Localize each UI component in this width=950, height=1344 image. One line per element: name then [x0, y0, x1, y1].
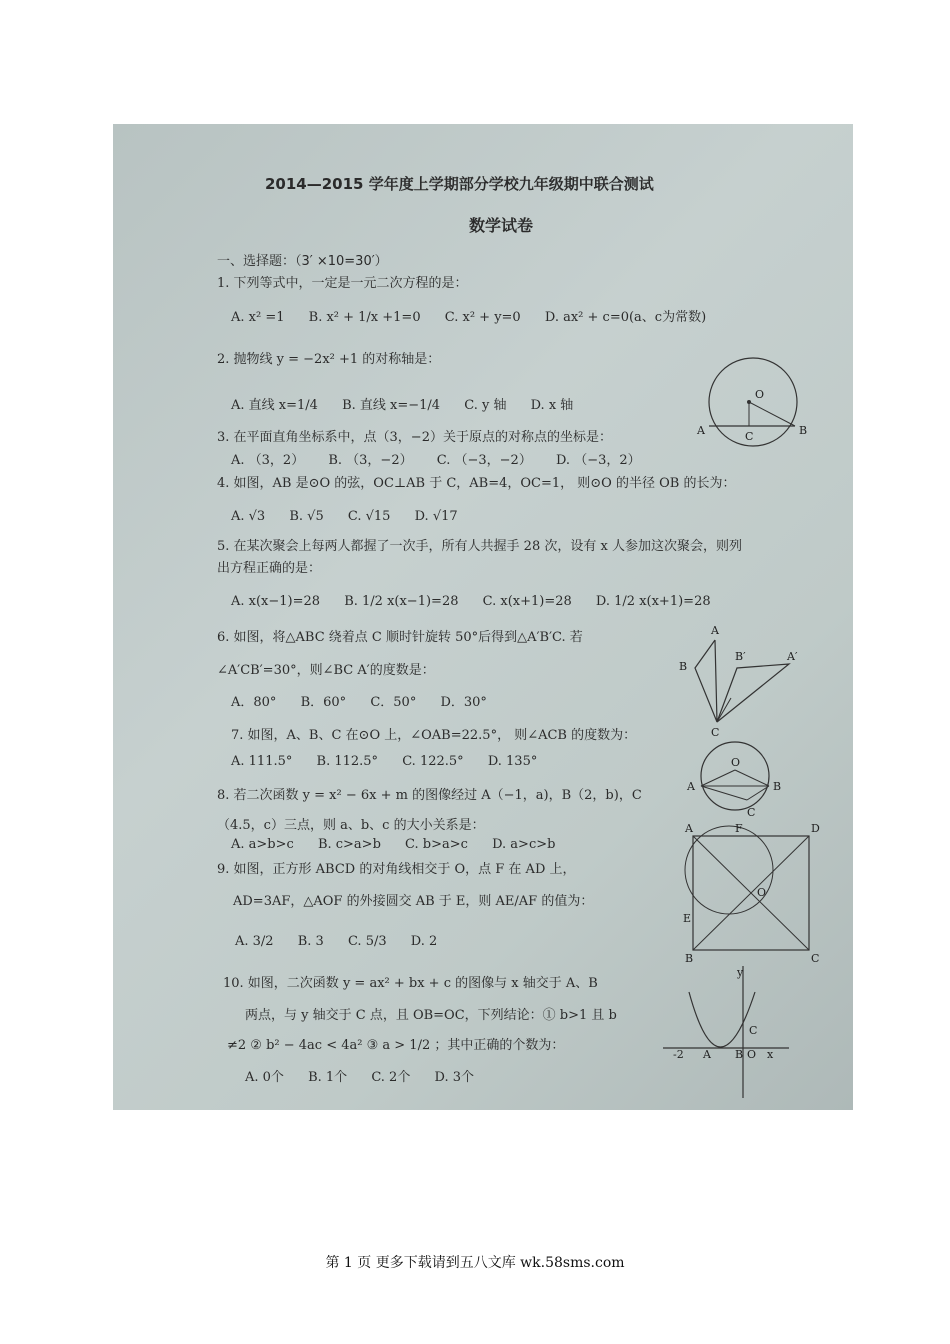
- q7-option-d: D. 135°: [487, 754, 538, 769]
- q6-stem: 6. 如图，将△ABC 绕着点 C 顺时针旋转 50°后得到△A′B′C. 若: [217, 630, 583, 645]
- q9-label-b: B: [685, 952, 694, 965]
- q5-option-d: D. 1/2 x(x+1)=28: [595, 594, 711, 609]
- q1-option-a: A. x² =1: [231, 310, 285, 325]
- q8-option-a: A. a>b>c: [231, 837, 294, 852]
- section-label: 一、选择题：（3′ ×10=30′）: [217, 254, 388, 269]
- q3-stem: 3. 在平面直角坐标系中，点（3，−2）关于原点的对称点的坐标是：: [217, 430, 612, 445]
- q10-option-c: C. 2个: [371, 1070, 411, 1085]
- q8-option-b: B. c>a>b: [317, 837, 381, 852]
- q10-option-d: D. 3个: [434, 1070, 474, 1085]
- exam-subtitle: 数学试卷: [469, 216, 534, 235]
- q2-option-b: B. 直线 x=−1/4: [342, 398, 441, 413]
- q3-options: [231, 453, 661, 469]
- q8-stem: 8. 若二次函数 y = x² − 6x + m 的图像经过 A（−1，a)，B（2，b)，C: [217, 788, 642, 803]
- q9-figure: [681, 824, 823, 966]
- q9-option-c: C. 5/3: [347, 934, 387, 949]
- q10-label-minus-two: -2: [673, 1048, 684, 1061]
- q4-label-b: B: [799, 424, 808, 437]
- q6-label-b: B: [679, 660, 688, 673]
- q2-option-a: A. 直线 x=1/4: [231, 398, 318, 413]
- q3-option-c: C. （−3，−2）: [436, 453, 532, 468]
- q9-stem-cont: AD=3AF，△AOF 的外接圆交 AB 于 E，则 AE/AF 的值为：: [233, 894, 594, 909]
- q6-option-c: C．50°: [370, 695, 417, 710]
- q2-stem: 2. 抛物线 y = −2x² +1 的对称轴是：: [217, 352, 441, 367]
- q4-label-a: A: [697, 424, 705, 437]
- q10-option-a: A. 0个: [245, 1070, 284, 1085]
- q10-label-b: B: [735, 1048, 744, 1061]
- q9-label-f: F: [735, 822, 743, 835]
- exam-paper-photo: [113, 124, 853, 1110]
- q7-option-a: A. 111.5°: [231, 754, 293, 769]
- q10-figure: [659, 962, 795, 1102]
- q8-option-d: D. a>c>b: [492, 837, 556, 852]
- q4-stem: 4. 如图，AB 是⊙O 的弦，OC⊥AB 于 C，AB=4，OC=1， 则⊙O 的半径 OB 的长为：: [217, 476, 736, 491]
- q7-label-o: O: [731, 756, 741, 769]
- q10-label-y: y: [737, 966, 744, 979]
- q7-stem: 7. 如图，A、B、C 在⊙O 上，∠OAB=22.5°， 则∠ACB 的度数为：: [231, 728, 637, 743]
- q9-option-a: A. 3/2: [235, 934, 274, 949]
- q10-label-a: A: [703, 1048, 711, 1061]
- q4-option-d: D. √17: [414, 509, 458, 524]
- q9-stem: 9. 如图，正方形 ABCD 的对角线相交于 O，点 F 在 AD 上，: [217, 862, 576, 877]
- q9-option-d: D. 2: [410, 934, 438, 949]
- q9-label-e: E: [683, 912, 692, 925]
- q6-options: [231, 695, 507, 711]
- q4-label-o: O: [755, 388, 765, 401]
- q1-option-b: B. x² + 1/x +1=0: [308, 310, 421, 325]
- exam-title: 2014—2015 学年度上学期部分学校九年级期中联合测试: [265, 175, 654, 193]
- q2-option-d: D. x 轴: [530, 398, 574, 413]
- q4-figure: [695, 360, 811, 450]
- q3-option-b: B. （3，−2）: [328, 453, 413, 468]
- q3-option-a: A. （3，2）: [231, 453, 305, 468]
- q6-option-a: A．80°: [231, 695, 277, 710]
- q5-stem-cont: 出方程正确的是：: [217, 561, 322, 576]
- q10-stem-cont: 两点，与 y 轴交于 C 点，且 OB=OC，下列结论：① b>1 且 b: [245, 1008, 617, 1023]
- q6-label-a: A: [711, 624, 719, 637]
- q6-label-a-prime: A′: [787, 650, 798, 663]
- q4-option-c: C. √15: [347, 509, 391, 524]
- q1-option-d: D. ax² + c=0(a、c为常数): [544, 310, 707, 325]
- q7-options: [231, 754, 557, 770]
- page-footer: 第 1 页 更多下载请到五八文库 wk.58sms.com: [325, 1255, 625, 1271]
- q6-label-c: C: [711, 726, 720, 739]
- q1-options: [231, 310, 726, 326]
- q6-figure: [673, 624, 813, 744]
- q10-label-x: x: [767, 1048, 774, 1061]
- q10-stem: 10. 如图，二次函数 y = ax² + bx + c 的图像与 x 轴交于 A、B: [223, 976, 598, 991]
- q4-label-c: C: [745, 430, 754, 443]
- q9-label-c: C: [811, 952, 820, 965]
- q6-option-b: B．60°: [300, 695, 347, 710]
- q7-figure: [687, 738, 797, 820]
- q9-label-a: A: [685, 822, 693, 835]
- q10-stem-cont2: ≠2 ② b² − 4ac < 4a² ③ a > 1/2 ；其中正确的个数为：: [227, 1038, 565, 1053]
- q4-options: [231, 509, 478, 525]
- q9-label-d: D: [811, 822, 820, 835]
- q8-options: [231, 837, 575, 853]
- q10-options: [245, 1070, 494, 1086]
- q9-options: [235, 934, 457, 950]
- q5-option-a: A. x(x−1)=28: [231, 594, 321, 609]
- q4-option-b: B. √5: [289, 509, 324, 524]
- q9-option-b: B. 3: [297, 934, 324, 949]
- q7-label-b: B: [773, 780, 782, 793]
- q6-label-b-prime: B′: [735, 650, 746, 663]
- q6-option-d: D．30°: [440, 695, 487, 710]
- q1-stem: 1. 下列等式中，一定是一元二次方程的是：: [217, 276, 468, 291]
- q6-stem-cont: ∠A′CB′=30°，则∠BC A′的度数是：: [217, 663, 435, 678]
- q10-option-b: B. 1个: [308, 1070, 348, 1085]
- q7-label-c: C: [747, 806, 756, 819]
- q5-stem: 5. 在某次聚会上每两人都握了一次手，所有人共握手 28 次，设有 x 人参加这次聚会，则列: [217, 539, 742, 554]
- q10-label-c: C: [749, 1024, 758, 1037]
- q7-option-b: B. 112.5°: [316, 754, 379, 769]
- q9-label-o: O: [757, 886, 767, 899]
- q8-stem-cont: （4.5，c）三点，则 a、b、c 的大小关系是：: [217, 818, 485, 833]
- q5-option-c: C. x(x+1)=28: [482, 594, 572, 609]
- q2-option-c: C. y 轴: [464, 398, 507, 413]
- q2-options: [231, 398, 593, 414]
- q5-option-b: B. 1/2 x(x−1)=28: [344, 594, 459, 609]
- q10-label-o: O: [747, 1048, 757, 1061]
- q8-option-c: C. b>a>c: [405, 837, 468, 852]
- q7-label-a: A: [687, 780, 695, 793]
- q7-option-c: C. 122.5°: [402, 754, 464, 769]
- q4-option-a: A. √3: [231, 509, 266, 524]
- q1-option-c: C. x² + y=0: [444, 310, 521, 325]
- q3-option-d: D. （−3，2）: [555, 453, 641, 468]
- q5-options: [231, 594, 731, 610]
